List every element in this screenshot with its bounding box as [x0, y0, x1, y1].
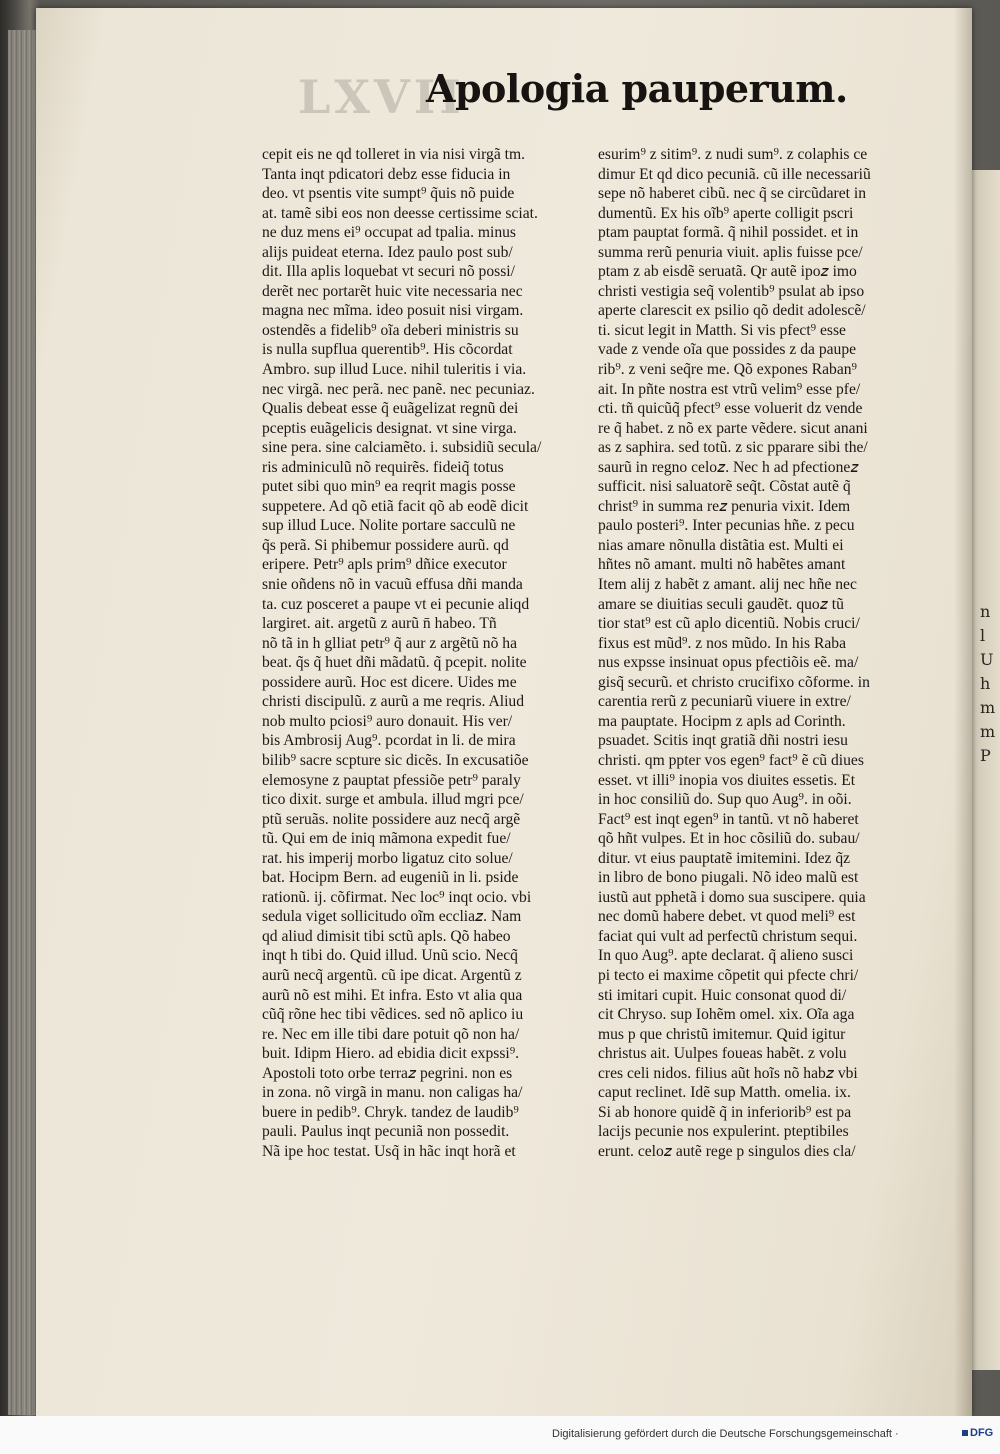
- text-line: largiret. ait. argetũ z aurũ n̄ habeo. Tñ: [262, 615, 497, 633]
- text-line: cres celi nidos. filius aũt hoĩs nõ hab𝑧 vbi: [598, 1064, 858, 1082]
- text-line: pi tecto ei maxime cõpetit qui pfecte chri/: [598, 966, 859, 984]
- text-line: rat. his imperij morbo ligatuz cito solue/: [262, 849, 513, 867]
- text-line: Item alij z habẽt z amant. alij nec hñe nec: [598, 576, 857, 594]
- text-line: Tanta inqt pdicatori debz esse fiducia in: [262, 165, 511, 183]
- text-line: rationũ. ij. cõfirmat. Nec loc⁹ inqt ocio. vbi: [262, 888, 532, 906]
- text-line: snie oñdens nõ in vacuũ effusa dñi manda: [262, 576, 523, 594]
- text-line: qd aliud dimisit tibi sctũ apls. Qõ habeo: [262, 927, 511, 945]
- text-line: christi vestigia seq̃ volentib⁹ psulat ab ipso: [598, 282, 865, 300]
- text-column-left: [262, 145, 587, 1161]
- text-line: tico dixit. surge et ambula. illud mgri pce/: [262, 791, 524, 809]
- text-line: esurim⁹ z sitim⁹. z nudi sum⁹. z colaphis ce: [598, 146, 868, 163]
- text-line: ditur. vt eius pauptatẽ imitemini. Idez q̃z: [598, 849, 851, 867]
- text-line: Nã ipe hoc testat. Usq̃ in hãc inqt horã et: [262, 1142, 516, 1160]
- text-line: as z saphira. sed totũ. z sic pparare sibi the/: [598, 439, 868, 457]
- text-line: saurũ in regno celo𝑧. Nec h ad pfectione𝑧: [598, 458, 859, 476]
- text-line: cũq̃ rõne hec tibi vẽdices. sed nõ aplico iu: [262, 1006, 524, 1024]
- text-line: ne duz mens ei⁹ occupat ad tpalia. minus: [262, 224, 516, 242]
- text-line: gisq̃ securũ. et christo crucifixo cõforme. in: [598, 673, 870, 691]
- text-line: christ⁹ in summa re𝑧 penuria vixit. Idem: [598, 497, 851, 515]
- dfg-logo-text: DFG: [970, 1427, 994, 1439]
- text-line: in libro de bono piugali. Nõ ideo malũ est: [598, 869, 859, 887]
- text-line: ostendẽs a fidelib⁹ oĩa deberi ministris su: [262, 321, 519, 339]
- text-line: alijs puideat eterna. Idez paulo post sub/: [262, 243, 513, 261]
- text-line: bis Ambrosij Aug⁹. pcordat in li. de mira: [262, 732, 516, 750]
- text-line: christi. qm ppter vos egen⁹ fact⁹ ẽ cũ diues: [598, 751, 864, 769]
- text-line: magna nec mĩma. ideo posuit nisi virgam.: [262, 302, 524, 320]
- text-column-right: [598, 145, 943, 1161]
- text-line: tior stat⁹ est cũ aplo dicentiũ. Nobis cruci/: [598, 615, 860, 633]
- text-line: beat. q̃s q̃ huet dñi mãdatũ. q̃ pcepit. nolite: [262, 654, 527, 672]
- text-line: faciat qui vult ad perfectũ christum sequi.: [598, 927, 858, 945]
- text-line: eripere. Petr⁹ apls prim⁹ dñice executor: [262, 556, 507, 574]
- text-line: is nulla supflua querentib⁹. His cõcordat: [262, 341, 513, 359]
- text-line: q̃s perã. Si phibemur possidere aurũ. qd: [262, 536, 509, 554]
- text-line: aperte clarescit ex psilio qõ dedit adolescẽ/: [598, 302, 866, 320]
- text-line: caput reclinet. Idẽ sup Matth. omelia. ix.: [598, 1084, 851, 1102]
- text-line: suppetere. Ad qõ etiã facit qõ ab eodẽ dicit: [262, 497, 529, 515]
- text-line: nias amare nõnulla distãtia est. Multi ei: [598, 536, 844, 554]
- text-line: rib⁹. z veni seq̃re me. Qõ expones Raban⁹: [598, 361, 857, 379]
- text-line: lacijs pecunie nos expulerint. pteptibiles: [598, 1123, 849, 1141]
- text-line: psuadet. Scitis inqt gratiã dñi nostri iesu: [598, 732, 848, 750]
- text-line: qõ hñt vulpes. Et in hoc cõsiliũ do. subau/: [598, 830, 860, 848]
- text-line: carentia rerũ z pecuniarũ viuere in extre/: [598, 693, 851, 711]
- text-line: inqt h tibi do. Quid illud. Unũ scio. Necq̃: [262, 947, 518, 965]
- text-line: Fact⁹ est inqt egen⁹ in tantũ. vt nõ haberet: [598, 810, 859, 828]
- dfg-logo: [962, 1425, 996, 1441]
- text-line: in zona. nõ virgã in manu. non caligas ha/: [262, 1084, 523, 1102]
- text-line: cti. tñ quicũq̃ pfect⁹ esse voluerit dz vende: [598, 400, 863, 418]
- text-line: dumentũ. Ex his oĩb⁹ aperte colligit pscri: [598, 204, 854, 222]
- adjacent-page-text: n l U h m m P: [980, 602, 996, 765]
- adjacent-page: [972, 170, 1000, 1370]
- text-line: dit. Illa aplis loquebat vt securi nõ possi/: [262, 263, 515, 281]
- text-line: Si ab honore quidẽ q̃ in inferiorib⁹ est pa: [598, 1103, 852, 1121]
- text-line: Apostoli toto orbe terra𝑧 pegrini. non es: [262, 1064, 513, 1082]
- text-line: iustũ aut pphetã i domo sua suscipere. quia: [598, 888, 866, 906]
- text-line: sti imitari cupit. Huic consonat quod di/: [598, 986, 847, 1004]
- text-line: nec virgã. nec perã. nec panẽ. nec pecuniaz.: [262, 380, 535, 398]
- text-line: possidere aurũ. Hoc est dicere. Uides me: [262, 673, 517, 691]
- text-line: nõ tã in h glliat petr⁹ q̃ aur z argẽtũ nõ ha: [262, 634, 518, 652]
- text-line: nec domũ habere debet. vt quod meli⁹ est: [598, 908, 856, 926]
- text-line: buere in pedib⁹. Chryk. tandez de laudib⁹: [262, 1103, 519, 1121]
- text-line: ti. sicut legit in Matth. Si vis pfect⁹ esse: [598, 321, 846, 339]
- dfg-logo-mark-icon: [962, 1430, 968, 1436]
- text-line: sedula viget sollicitudo oĩm ecclia𝑧. Nam: [262, 908, 522, 926]
- text-line: ma pauptate. Hocipm z apls ad Corinth.: [598, 712, 846, 730]
- text-line: pauli. Paulus inqt pecuniã non possedit.: [262, 1123, 510, 1141]
- text-line: amare se diuitias seculi gaudẽt. quo𝑧 tũ: [598, 595, 844, 613]
- text-line: ait. In pñte nostra est vtrũ velim⁹ esse pfe/: [598, 380, 861, 398]
- text-line: cepit eis ne qd tolleret in via nisi virgã tm.: [262, 146, 526, 163]
- text-line: aurũ necq̃ argentũ. cũ ipe dicat. Argentũ z: [262, 966, 522, 984]
- text-line: fixus est mũd⁹. z nos mũdo. In his Raba: [598, 634, 846, 652]
- text-line: mus p que christũ imitemur. Quid igitur: [598, 1025, 846, 1043]
- show-through-text: LXVII: [298, 70, 465, 124]
- text-line: paulo posteri⁹. Inter pecunias hñe. z pecu: [598, 517, 855, 535]
- text-line: ptam pauptat formã. q̃ nihil possidet. et in: [598, 224, 859, 242]
- book-page-edges: [8, 30, 38, 1415]
- text-line: sup illud Luce. Nolite portare sacculũ ne: [262, 517, 516, 535]
- text-line: esset. vt illi⁹ inopia vos diuites essetis. Et: [598, 771, 856, 789]
- text-line: buit. Idipm Hiero. ad ebidia dicit expssi⁹.: [262, 1045, 520, 1063]
- text-line: vade z vende oĩa que possides z da paupe: [598, 341, 857, 359]
- text-line: ptam z ab eisdẽ seruatã. Qr autẽ ipo𝑧 imo: [598, 263, 857, 281]
- text-line: christi discipulũ. z aurũ a me reqris. Aliud: [262, 693, 525, 711]
- text-line: pceptis euãgelicis designat. vt sine virga.: [262, 419, 517, 437]
- text-line: Qualis debeat esse q̃ euãgelizat regnũ dei: [262, 400, 519, 418]
- running-title: Apologia pauperum.: [426, 66, 848, 111]
- text-line: in hoc consiliũ do. Sup quo Aug⁹. in oõi.: [598, 791, 852, 809]
- text-line: christus ait. Uulpes foueas habẽt. z volu: [598, 1045, 847, 1063]
- text-line: nob multo pciosi⁹ auro donauit. His ver/: [262, 712, 513, 730]
- text-line: dimur Et qd dico pecuniã. cũ ille necessariũ: [598, 165, 871, 183]
- text-line: re. Nec em ille tibi dare potuit qõ non ha/: [262, 1025, 520, 1043]
- text-line: In quo Aug⁹. apte declarat. q̃ alieno susci: [598, 947, 854, 965]
- text-line: Ambro. sup illud Luce. nihil tuleritis i via.: [262, 361, 527, 379]
- text-line: sepe nõ haberet cibũ. nec q̃ se circũdaret in: [598, 185, 867, 203]
- text-line: cit Chryso. sup Iohẽm omel. xix. Oĩa aga: [598, 1006, 855, 1024]
- text-line: ta. cuz posceret a paupe vt ei pecunie aliqd: [262, 595, 530, 613]
- footer-credit: Digitalisierung gefördert durch die Deutsche Forschungsgemeinschaft ·: [552, 1428, 899, 1440]
- text-line: ris adminiculũ nõ requirẽs. fideiq̃ totus: [262, 458, 504, 476]
- text-line: ptũ seruãs. nolite possidere auz necq̃ argẽ: [262, 810, 521, 828]
- text-line: tũ. Qui em de iniq mãmona expedit fue/: [262, 830, 511, 848]
- text-line: bat. Hocipm Bern. ad eugeniũ in li. pside: [262, 869, 519, 887]
- text-line: putet sibi quo min⁹ ea reqrit magis posse: [262, 478, 516, 496]
- text-line: sine pera. sine calciamẽto. i. subsidiũ secula/: [262, 439, 542, 457]
- text-line: bilib⁹ sacre scpture sic dicẽs. In excusatiõe: [262, 751, 529, 769]
- text-line: hñtes nõ amant. multi nõ habẽtes amant: [598, 556, 846, 574]
- text-line: nus expsse insinuat opus pfectiõis eẽ. ma/: [598, 654, 859, 672]
- text-line: summa rerũ penuria viuit. aplis fuisse pce/: [598, 243, 863, 261]
- text-line: erunt. celo𝑧 autẽ rege p singulos dies cla/: [598, 1142, 856, 1160]
- text-line: derẽt nec portarẽt huic vite necessaria nec: [262, 282, 523, 300]
- text-line: aurũ nõ est mihi. Et infra. Esto vt alia qua: [262, 986, 523, 1004]
- text-line: re q̃ habet. z nõ ex parte vẽdere. sicut anani: [598, 419, 868, 437]
- text-line: elemosyne z pauptat pfessiõe petr⁹ paraly: [262, 771, 521, 789]
- page-gutter-shadow: [954, 8, 972, 1416]
- text-line: sufficit. nisi saluatorẽ seq̃t. Cõstat autẽ q̃: [598, 478, 851, 496]
- text-line: deo. vt psentis vite sumpt⁹ q̃uis nõ puide: [262, 185, 515, 203]
- text-line: at. tamẽ sibi eos non deesse certissime sciat.: [262, 204, 538, 222]
